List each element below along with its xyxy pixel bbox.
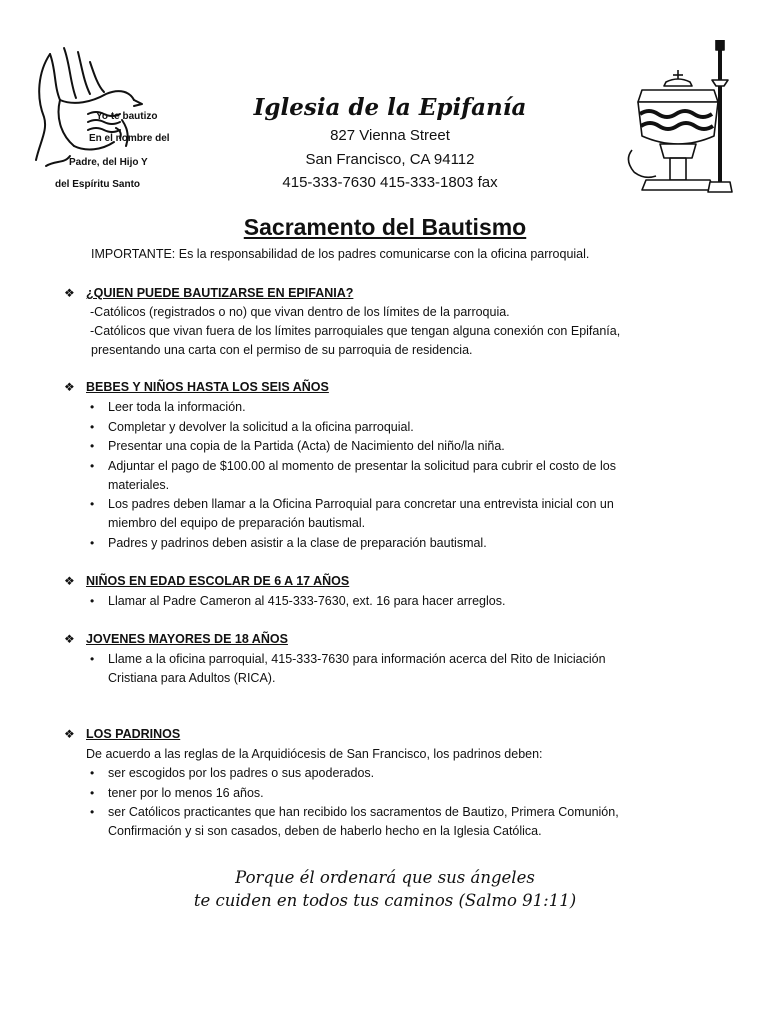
section-line: -Católicos que vivan fuera de los límites parroquiales que tengan alguna conexión con Epifanía, [90,324,621,338]
phone-numbers: 415-333-7630 415-333-1803 fax [282,174,498,191]
bullet-icon: • [90,594,95,608]
list-item: ser Católicos practicantes que han recibido los sacramentos de Bautizo, Primera Comunión, [108,805,619,819]
bullet-icon: • [90,652,95,666]
dove-text-line-4: del Espíritu Santo [55,179,141,190]
bullet-icon: • [90,400,95,414]
list-item: Llamar al Padre Cameron al 415-333-7630, ext. 16 para hacer arreglos. [108,594,506,608]
list-item: Presentar una copia de la Partida (Acta) de Nacimiento del niño/la niña. [108,439,505,453]
section-line: -Católicos (registrados o no) que vivan dentro de los límites de la parroquia. [90,305,510,319]
bullet-icon: • [90,497,95,511]
section-heading-jovenes: JOVENES MAYORES DE 18 AÑOS [86,632,288,646]
page-title: Sacramento del Bautismo [243,214,527,240]
bullet-icon: • [90,786,95,800]
section-intro: De acuerdo a las reglas de la Arquidiócesis de San Francisco, los padrinos deben: [86,747,543,761]
list-item: ser escogidos por los padres o sus apoderados. [108,766,375,780]
section-heading-bebes: BEBES Y NIÑOS HASTA LOS SEIS AÑOS [86,380,329,394]
list-item: tener por lo menos 16 años. [108,786,264,800]
section-heading-padrinos: LOS PADRINOS [86,727,181,741]
section-marker-icon: ❖ [64,286,75,300]
dove-text-line-1: Yo te bautizo [96,111,158,122]
bullet-icon: • [90,420,95,434]
section-marker-icon: ❖ [64,574,75,588]
address-line-2: San Francisco, CA 94112 [305,151,475,168]
psalm-quote-line-1: Porque él ordenará que sus ángeles [235,868,535,887]
bullet-icon: • [90,439,95,453]
bullet-icon: • [90,459,95,473]
psalm-quote-line-2: te cuiden en todos tus caminos (Salmo 91:11) [193,891,577,910]
section-marker-icon: ❖ [64,727,75,741]
bullet-icon: • [90,805,95,819]
section-line: presentando una carta con el permiso de su parroquia de residencia. [91,343,473,357]
list-item: Llame a la oficina parroquial, 415-333-7630 para información acerca del Rito de Iniciación [108,652,606,666]
bullet-icon: • [90,766,95,780]
list-item-continuation: Confirmación y si son casados, deben de haberlo hecho en la Iglesia Católica. [108,824,542,838]
important-note: IMPORTANTE: Es la responsabilidad de los padres comunicarse con la oficina parroquial. [91,247,590,261]
baptismal-font-illustration [622,40,740,200]
list-item: Completar y devolver la solicitud a la oficina parroquial. [108,420,414,434]
section-marker-icon: ❖ [64,380,75,394]
section-marker-icon: ❖ [64,632,75,646]
list-item-continuation: miembro del equipo de preparación bautismal. [108,516,366,530]
address-line-1: 827 Vienna Street [330,127,450,144]
section-heading-escolar: NIÑOS EN EDAD ESCOLAR DE 6 A 17 AÑOS [86,574,350,588]
bullet-icon: • [90,536,95,550]
list-item: Adjuntar el pago de $100.00 al momento de presentar la solicitud para cubrir el costo de los [108,459,616,473]
list-item-continuation: Cristiana para Adultos (RICA). [108,671,276,685]
list-item: Leer toda la información. [108,400,246,414]
list-item: Los padres deben llamar a la Oficina Parroquial para concretar una entrevista inicial con un [108,497,614,511]
list-item-continuation: materiales. [108,478,170,492]
dove-text-line-2: En el nombre del [89,133,170,144]
church-name: Iglesia de la Epifanía [253,94,527,121]
section-heading-quien: ¿QUIEN PUEDE BAUTIZARSE EN EPIFANIA? [86,286,354,300]
dove-text-line-3: Padre, del Hijo Y [69,157,148,168]
list-item: Padres y padrinos deben asistir a la clase de preparación bautismal. [108,536,487,550]
